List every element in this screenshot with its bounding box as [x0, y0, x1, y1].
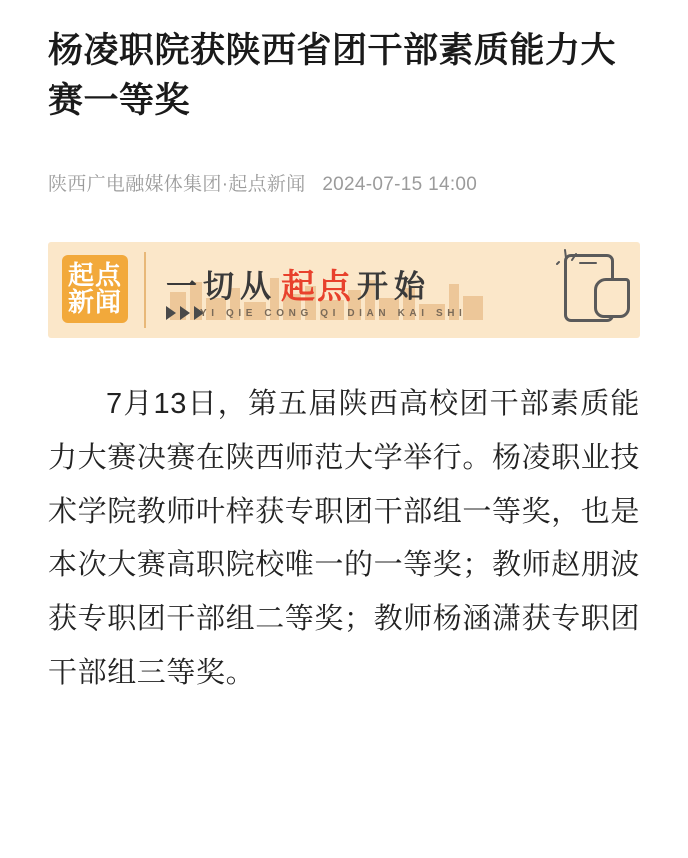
slogan-after: 开始 — [357, 268, 431, 304]
promo-banner — [48, 242, 640, 338]
qidian-news-logo — [62, 255, 128, 323]
hand-icon — [594, 278, 630, 318]
logo-line-1: 起点 — [67, 260, 122, 291]
banner-pinyin: YI QIE CONG QI DIAN KAI SHI — [200, 308, 467, 320]
logo-line-2: 新闻 — [67, 287, 122, 318]
article-source: 陕西广电融媒体集团·起点新闻 — [48, 174, 306, 196]
arrows-icon — [166, 306, 204, 320]
page-title: 杨凌职院获陕西省团干部素质能力大赛一等奖 — [48, 31, 617, 120]
article-body — [48, 378, 640, 700]
article-meta — [48, 169, 640, 196]
slogan-before: 一切从 — [166, 268, 277, 304]
article-paragraph: 7月13日，第五届陕西高校团干部素质能力大赛决赛在陕西师范大学举行。杨凌职业技术学院教师叶梓获专职团干部组一等奖，也是本次大赛高职院校唯一的一等奖；教师赵朋波获专职团干部组二等奖；教师杨涵潇获专职团干部组三等奖。 — [48, 388, 641, 689]
article-datetime: 2024-07-15 14:00 — [322, 174, 478, 196]
banner-slogan — [166, 260, 431, 306]
slogan-accent: 起点 — [281, 267, 353, 306]
banner-divider — [144, 252, 146, 328]
